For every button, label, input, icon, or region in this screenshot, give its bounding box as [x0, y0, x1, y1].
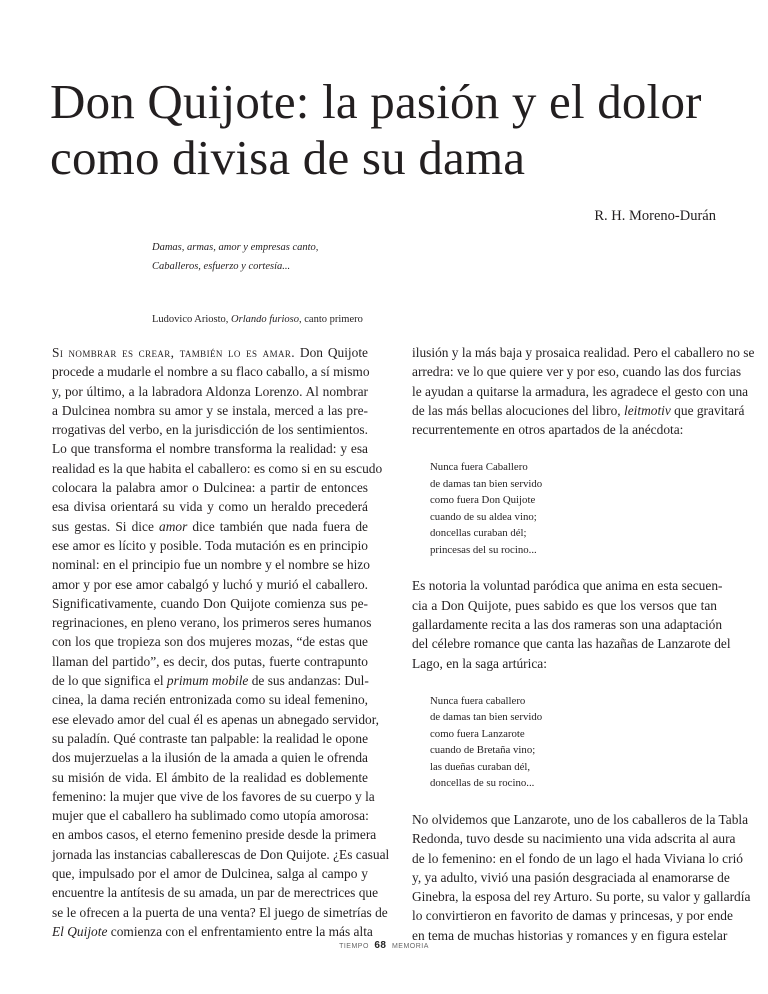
body-paragraph — [412, 576, 731, 672]
text-line — [52, 729, 368, 748]
verse-line: Nunca fuera caballero — [430, 694, 526, 707]
text-run: procede a mudarle el nombre a su flaco caballo, a sí mismo — [52, 364, 370, 380]
page-footer — [0, 940, 768, 951]
body-paragraph — [412, 343, 755, 439]
text-run: realidad es la que habita el caballero: es como si en su escudo — [52, 460, 383, 476]
text-run: mujer que el caballero ha sublimado como utopía amorosa: — [52, 808, 369, 824]
text-line — [52, 594, 368, 613]
text-line — [412, 887, 751, 906]
text-run: dos mujerzuelas a la ilusión de la amada a quien le ofrenda — [52, 750, 368, 766]
italic-run: El Quijote — [52, 923, 108, 939]
text-line — [52, 768, 368, 787]
epigraph-line: Caballeros, esfuerzo y cortesía... — [152, 261, 291, 272]
text-line — [52, 825, 377, 844]
text-line — [412, 401, 745, 420]
epigraph-line: Damas, armas, amor y empresas canto, — [152, 242, 319, 253]
verse-line: Nunca fuera Caballero — [430, 461, 528, 474]
verse-line: doncellas de su rocino... — [430, 777, 535, 790]
verse-line: cuando de Bretaña vino; — [430, 744, 536, 757]
text-line — [52, 517, 368, 536]
text-run: esa divisa orientará su vida y como un heraldo precederá — [52, 499, 368, 515]
verse-block — [430, 693, 717, 792]
text-run: gallardamente recita a las dos rameras son una adaptación — [412, 617, 723, 633]
text-run: No olvidemos que Lanzarote, uno de los caballeros de la Tabla — [412, 811, 749, 827]
text-run: nominal: en el principio fue un nombre y el nombre se hizo — [52, 557, 370, 573]
text-run: a Dulcinea nombra su amor y se instala, merced a las pre- — [52, 402, 368, 418]
text-line — [412, 420, 717, 439]
text-run: encuentre la antítesis de su amada, un par de merectrices que — [52, 885, 379, 901]
verse-line: de damas tan bien servido — [430, 477, 543, 490]
footer-section: TIEMPO — [339, 943, 369, 950]
text-line — [52, 806, 368, 825]
text-run: Lago, en la saga artúrica: — [412, 655, 547, 671]
text-line — [412, 634, 731, 653]
text-run: Redonda, tuvo desde su nacimiento una vida adscrita al aura — [412, 831, 736, 847]
italic-run: primum mobile — [166, 673, 249, 689]
right-column — [412, 343, 755, 945]
text-line — [52, 652, 368, 671]
text-line — [52, 343, 368, 362]
text-line — [52, 478, 368, 497]
text-run: Ginebra, la esposa del rey Arturo. Su porte, su valor y gallardía — [412, 889, 751, 905]
text-run: ilusión y la más baja y prosaica realidad. Pero el caballero no se — [412, 345, 755, 360]
text-line — [412, 343, 755, 362]
text-line — [412, 810, 749, 829]
body-paragraph — [412, 810, 751, 945]
text-line — [52, 555, 368, 574]
text-run: rrogativas del verbo, en la jurisdicción de los sentimientos. — [52, 422, 368, 438]
verse-line: como fuera Lanzarote — [430, 727, 525, 740]
attribution-work: Orlando furioso — [231, 314, 300, 325]
text-line — [52, 787, 375, 806]
text-run: Don Quijote — [295, 345, 368, 360]
text-run: recurrentemente en otros apartados de la anécdota: — [412, 422, 684, 438]
text-line — [412, 362, 742, 381]
text-line — [52, 922, 373, 941]
text-run: ese elevado amor del cual él es apenas un abnegado servidor, — [52, 711, 380, 727]
text-run: y, por último, a la labradora Aldonza Lorenzo. Al nombrar — [52, 383, 368, 399]
text-run: jornada las instancias caballerescas de Don Quijote. ¿Es casual — [52, 846, 390, 862]
text-run: femenino: la mujer que vive de los favores de su cuerpo y la — [52, 788, 375, 804]
verse-line: de damas tan bien servido — [430, 711, 543, 724]
text-line — [52, 613, 372, 632]
text-run: colocara la palabra amor o Dulcinea: a partir de entonces — [52, 480, 368, 496]
epigraph-attribution — [152, 314, 363, 325]
verse-line: como fuera Don Quijote — [430, 494, 536, 507]
text-line — [412, 382, 749, 401]
text-line — [52, 632, 368, 651]
text-line — [412, 615, 723, 634]
text-run: arredra: ve lo que quiere ver y por eso, cuando las dos furcias — [412, 364, 742, 380]
text-run: cinea, la dama recién entronizada como su ideal femenino, — [52, 692, 368, 708]
text-line — [52, 575, 368, 594]
text-line — [412, 596, 717, 615]
text-line — [412, 868, 730, 887]
text-run: Lo que transforma el nombre transforma la realidad: y esa — [52, 441, 368, 457]
verse-line: cuando de su aldea vino; — [430, 510, 537, 523]
text-line — [52, 845, 390, 864]
text-run: se le ofrecen a la puerta de una venta? El juego de simetrías de — [52, 904, 388, 920]
text-run: ese amor es lícito y posible. Toda mutación es en principio — [52, 537, 368, 553]
italic-run: leitmotiv — [623, 402, 671, 418]
text-run: su misión de vida. El ámbito de la realidad es doblemente — [52, 769, 368, 785]
text-run: dice también que nada fuera de — [187, 518, 368, 534]
text-run: con los que tropieza son dos mujeres mozas, “de estas que — [52, 634, 368, 650]
title-line: Don Quijote: la pasión y el dolor — [50, 74, 702, 129]
text-run: en tema de muchas historias y romances y en figura estelar — [412, 927, 728, 943]
verse-line: doncellas curaban dél; — [430, 527, 527, 540]
text-line — [52, 883, 379, 902]
page-number: 68 — [374, 940, 387, 951]
text-run: amor y por ese amor cabalgó y luchó y murió el caballero. — [52, 576, 368, 592]
attribution-note: , canto primero — [299, 314, 363, 325]
text-line — [412, 576, 723, 595]
epigraph — [152, 238, 318, 276]
text-run: cia a Don Quijote, pues sabido es que los versos que tan — [412, 597, 717, 613]
text-run: que gravitará — [670, 402, 745, 418]
text-run: sus gestas. Si dice — [52, 518, 160, 534]
text-line — [52, 748, 368, 767]
text-run: su paladín. Qué contraste tan palpable: la realidad le opone — [52, 730, 369, 746]
text-run: que, impulsado por el amor de Dulcinea, salga al campo y — [52, 866, 368, 882]
verse-line: las dueñas curaban dél, — [430, 760, 531, 773]
text-run: comienza con el enfrentamiento entre la más alta — [107, 923, 373, 939]
text-line — [52, 439, 368, 458]
text-line — [412, 906, 733, 925]
text-run: le ayudan a quitarse la armadura, les agradece el gesto con una — [412, 383, 749, 399]
text-run: regrinaciones, en pleno verano, los primeros seres humanos — [52, 615, 372, 631]
article-title — [50, 74, 730, 186]
text-line — [52, 401, 368, 420]
lead-in-small-caps: Si nombrar es crear, también lo es amar. — [52, 345, 296, 360]
left-column — [52, 343, 390, 941]
text-run: del célebre romance que canta las hazañas de Lanzarote del — [412, 636, 731, 652]
text-line — [52, 382, 368, 401]
text-run: y, ya adulto, vivió una pasión desgraciada al enamorarse de — [412, 869, 730, 885]
text-line — [412, 849, 744, 868]
text-line — [52, 497, 368, 516]
text-run: lo convirtieron en favorito de damas y princesas, y por ende — [412, 908, 733, 924]
text-line — [52, 710, 380, 729]
italic-run: amor — [159, 518, 188, 534]
text-run: Es notoria la voluntad paródica que anima en esta secuen- — [412, 578, 723, 594]
text-line — [412, 654, 717, 673]
text-line — [52, 864, 368, 883]
text-run: de sus andanzas: Dul- — [248, 673, 369, 689]
footer-subsection: MEMORIA — [391, 943, 429, 950]
text-line — [52, 362, 368, 381]
title-line: como divisa de su dama — [50, 130, 526, 185]
verse-block — [430, 459, 717, 558]
text-line — [52, 903, 388, 922]
author-byline: R. H. Moreno-Durán — [594, 208, 716, 224]
verse-line: princesas del su rocino... — [430, 543, 537, 556]
text-line — [412, 829, 736, 848]
text-run: de lo femenino: en el fondo de un lago el hada Viviana lo crió — [412, 850, 744, 866]
text-run: de lo que significa el — [52, 673, 167, 689]
text-run: de las más bellas alocuciones del libro, — [412, 402, 624, 418]
text-run: en ambos casos, el eterno femenino preside desde la primera — [52, 827, 377, 843]
text-line — [52, 459, 383, 478]
body-paragraph — [52, 343, 390, 941]
text-line — [52, 536, 368, 555]
text-line — [52, 690, 368, 709]
attribution-author: Ludovico Ariosto, — [152, 314, 232, 325]
text-line — [52, 420, 368, 439]
text-run: llaman del partido”, es decir, dos putas, fuerte contrapunto — [52, 653, 368, 669]
text-run: Significativamente, cuando Don Quijote comienza sus pe- — [52, 595, 368, 611]
text-line — [52, 671, 368, 690]
